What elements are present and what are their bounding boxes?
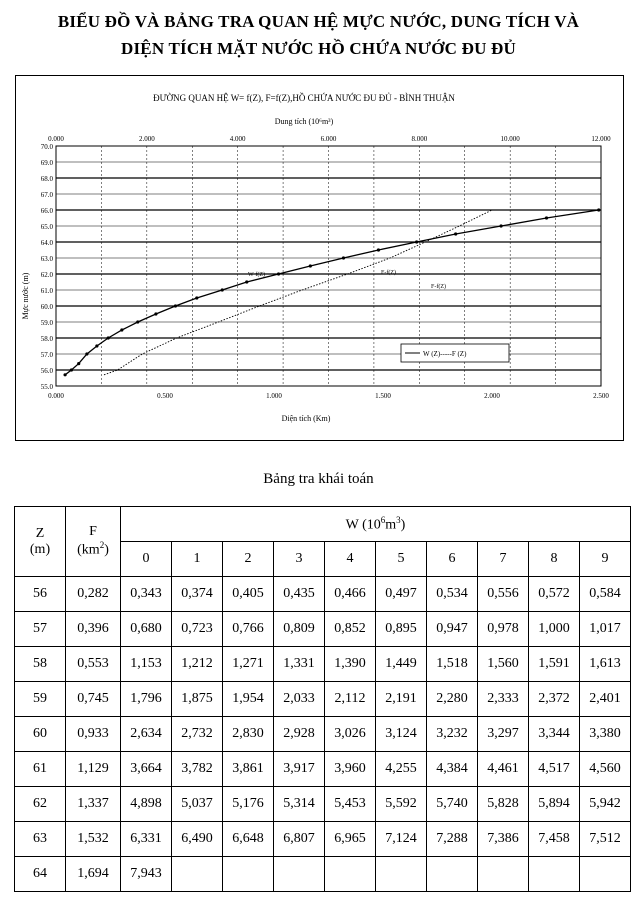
w-cell: 2,372 — [529, 682, 580, 717]
w-header-base: W (10 — [345, 517, 381, 533]
w-cell: 4,255 — [376, 752, 427, 787]
top-tick-label: 0.000 — [48, 135, 64, 143]
table-row — [15, 612, 631, 647]
bottom-tick-label: 1.500 — [375, 392, 391, 400]
w-cell: 1,560 — [478, 647, 529, 682]
w-cell: 3,026 — [325, 717, 376, 752]
bottom-tick-label: 0.000 — [48, 392, 64, 400]
w-cell: 7,943 — [121, 857, 172, 892]
series-point-w — [63, 373, 66, 376]
digit-header-2: 2 — [223, 542, 274, 577]
w-cell: 5,453 — [325, 787, 376, 822]
f-unit-end: ) — [104, 542, 109, 558]
table-row — [15, 682, 631, 717]
curve-label-f-2: F-f(Z) — [431, 284, 446, 290]
w-cell: 2,401 — [580, 682, 631, 717]
legend-text: W (Z)-----F (Z) — [423, 350, 467, 358]
w-cell: 3,782 — [172, 752, 223, 787]
digit-header-9: 9 — [580, 542, 631, 577]
w-cell: 4,898 — [121, 787, 172, 822]
w-cell: 2,830 — [223, 717, 274, 752]
y-tick-label: 69.0 — [40, 159, 53, 167]
w-cell: 3,297 — [478, 717, 529, 752]
f-unit — [66, 540, 120, 559]
digit-header-8: 8 — [529, 542, 580, 577]
w-cell: 6,331 — [121, 822, 172, 857]
w-cell: 2,112 — [325, 682, 376, 717]
z-header: Z — [35, 525, 45, 541]
chart-title: ĐƯỜNG QUAN HỆ W= f(Z), F=f(Z),HỒ CHỨA NƯỚC ĐU ĐỦ - BÌNH THUẬN — [153, 93, 455, 103]
series-point-w — [245, 280, 248, 283]
w-cell: 5,894 — [529, 787, 580, 822]
digit-header-0: 0 — [121, 542, 172, 577]
z-cell: 58 — [15, 647, 66, 682]
document-title-line-2: DIỆN TÍCH MẶT NƯỚC HỒ CHỨA NƯỚC ĐU ĐỦ — [121, 39, 516, 58]
w-cell: 2,732 — [172, 717, 223, 752]
w-cell: 0,584 — [580, 577, 631, 612]
z-cell: 61 — [15, 752, 66, 787]
w-cell: 0,466 — [325, 577, 376, 612]
table-row — [15, 577, 631, 612]
w-cell — [172, 857, 223, 892]
bottom-tick-label: 2.500 — [593, 392, 609, 400]
w-cell: 1,017 — [580, 612, 631, 647]
w-cell — [223, 857, 274, 892]
series-point-w — [309, 264, 312, 267]
w-header-sup2: 3 — [396, 514, 401, 525]
series-point-w — [415, 240, 418, 243]
series-point-w — [221, 288, 224, 291]
top-tick-label: 8.000 — [411, 135, 428, 143]
w-cell: 1,449 — [376, 647, 427, 682]
w-cell: 0,374 — [172, 577, 223, 612]
digit-header-6: 6 — [427, 542, 478, 577]
w-cell: 1,591 — [529, 647, 580, 682]
y-tick-label: 61.0 — [40, 287, 53, 295]
digit-header-7: 7 — [478, 542, 529, 577]
series-point-w — [277, 272, 280, 275]
w-cell: 3,380 — [580, 717, 631, 752]
w-cell: 0,895 — [376, 612, 427, 647]
table-row — [15, 822, 631, 857]
z-cell: 56 — [15, 577, 66, 612]
lookup-table-wrapper — [14, 506, 631, 892]
digit-header-1: 1 — [172, 542, 223, 577]
w-cell: 6,807 — [274, 822, 325, 857]
z-unit: (m) — [29, 541, 51, 557]
curve-label-f-1: F-f(Z) — [381, 270, 396, 276]
w-cell: 7,288 — [427, 822, 478, 857]
top-axis-label: Dung tích (10⁶m³) — [274, 117, 334, 126]
table-row — [15, 647, 631, 682]
digit-header-5: 5 — [376, 542, 427, 577]
f-cell: 0,745 — [66, 682, 121, 717]
w-cell: 4,384 — [427, 752, 478, 787]
series-point-w — [545, 216, 548, 219]
y-tick-label: 70.0 — [40, 143, 53, 151]
z-cell: 63 — [15, 822, 66, 857]
top-tick-label: 10.000 — [500, 135, 520, 143]
w-cell: 1,153 — [121, 647, 172, 682]
series-point-w — [77, 362, 80, 365]
y-tick-label: 58.0 — [40, 335, 53, 343]
table-caption: Bảng tra khái toán — [263, 471, 374, 487]
f-cell: 0,396 — [66, 612, 121, 647]
w-cell: 0,435 — [274, 577, 325, 612]
w-cell: 0,809 — [274, 612, 325, 647]
chart-svg — [16, 76, 623, 440]
w-cell: 0,534 — [427, 577, 478, 612]
series-point-w — [107, 336, 110, 339]
y-tick-label: 59.0 — [40, 319, 53, 327]
y-tick-label: 62.0 — [40, 271, 53, 279]
w-cell: 0,852 — [325, 612, 376, 647]
w-cell: 5,314 — [274, 787, 325, 822]
series-point-w — [174, 304, 177, 307]
w-cell: 1,796 — [121, 682, 172, 717]
table-row — [15, 717, 631, 752]
y-tick-label: 57.0 — [40, 351, 53, 359]
curve-label-w: W-f(Z) — [248, 272, 265, 278]
w-cell: 5,037 — [172, 787, 223, 822]
w-cell: 1,212 — [172, 647, 223, 682]
top-tick-label: 6.000 — [320, 135, 337, 143]
series-point-w — [154, 312, 157, 315]
w-cell: 5,740 — [427, 787, 478, 822]
w-cell: 0,572 — [529, 577, 580, 612]
w-header-cell — [121, 507, 631, 542]
bottom-axis-label: Diện tích (Km) — [281, 414, 331, 423]
z-cell: 60 — [15, 717, 66, 752]
w-cell — [274, 857, 325, 892]
w-cell — [529, 857, 580, 892]
bottom-tick-label: 0.500 — [157, 392, 173, 400]
top-tick-label: 2.000 — [138, 135, 155, 143]
w-cell — [376, 857, 427, 892]
table-body — [15, 577, 631, 892]
chart-grid — [56, 146, 601, 386]
w-cell: 5,828 — [478, 787, 529, 822]
w-cell: 0,680 — [121, 612, 172, 647]
w-cell: 7,512 — [580, 822, 631, 857]
w-cell: 6,965 — [325, 822, 376, 857]
f-cell: 0,553 — [66, 647, 121, 682]
series-point-w — [597, 208, 600, 211]
y-tick-label: 64.0 — [40, 239, 53, 247]
w-cell: 1,954 — [223, 682, 274, 717]
series-point-w — [377, 248, 380, 251]
digit-header-3: 3 — [274, 542, 325, 577]
w-cell — [325, 857, 376, 892]
w-cell: 0,405 — [223, 577, 274, 612]
w-header-end: ) — [400, 517, 406, 533]
y-axis-label: Mực nước (m) — [21, 272, 30, 320]
f-cell: 1,129 — [66, 752, 121, 787]
table-header-row — [15, 507, 631, 542]
w-cell: 2,333 — [478, 682, 529, 717]
series-line-w — [65, 210, 599, 375]
w-cell: 7,458 — [529, 822, 580, 857]
w-cell: 0,947 — [427, 612, 478, 647]
series-point-w — [85, 352, 88, 355]
w-cell: 1,518 — [427, 647, 478, 682]
w-cell: 0,343 — [121, 577, 172, 612]
z-cell: 62 — [15, 787, 66, 822]
y-tick-label: 68.0 — [40, 175, 53, 183]
f-cell: 0,282 — [66, 577, 121, 612]
w-cell: 3,861 — [223, 752, 274, 787]
w-cell: 2,033 — [274, 682, 325, 717]
y-tick-label: 65.0 — [40, 223, 53, 231]
chart-frame — [15, 75, 624, 441]
w-cell: 6,490 — [172, 822, 223, 857]
w-cell: 6,648 — [223, 822, 274, 857]
z-cell: 64 — [15, 857, 66, 892]
table-row — [15, 857, 631, 892]
w-cell: 3,232 — [427, 717, 478, 752]
w-cell — [427, 857, 478, 892]
w-cell: 1,331 — [274, 647, 325, 682]
f-unit-base: (km — [77, 542, 100, 558]
w-cell — [580, 857, 631, 892]
f-cell: 1,337 — [66, 787, 121, 822]
y-tick-label: 55.0 — [40, 383, 53, 391]
w-cell: 3,124 — [376, 717, 427, 752]
w-header-mid: m — [385, 517, 397, 533]
chart-series — [63, 208, 600, 376]
series-point-w — [136, 320, 139, 323]
series-point-w — [195, 296, 198, 299]
w-cell: 5,942 — [580, 787, 631, 822]
top-tick-label: 12.000 — [591, 135, 611, 143]
y-tick-label: 56.0 — [40, 367, 53, 375]
w-cell: 2,191 — [376, 682, 427, 717]
bottom-tick-label: 1.000 — [266, 392, 282, 400]
w-cell — [478, 857, 529, 892]
w-cell: 1,390 — [325, 647, 376, 682]
w-header-sup1: 6 — [380, 514, 386, 525]
w-cell: 0,723 — [172, 612, 223, 647]
w-cell: 3,917 — [274, 752, 325, 787]
w-cell: 1,875 — [172, 682, 223, 717]
series-point-w — [95, 344, 98, 347]
w-cell: 3,344 — [529, 717, 580, 752]
top-tick-label: 4.000 — [229, 135, 246, 143]
bottom-tick-label: 2.000 — [484, 392, 500, 400]
series-point-w — [342, 256, 345, 259]
table-row — [15, 752, 631, 787]
y-tick-label: 63.0 — [40, 255, 53, 263]
w-cell: 4,517 — [529, 752, 580, 787]
w-cell: 4,560 — [580, 752, 631, 787]
lookup-table — [14, 506, 631, 892]
document-title-line-1: BIỂU ĐỒ VÀ BẢNG TRA QUAN HỆ MỰC NƯỚC, DUNG TÍCH VÀ — [57, 12, 580, 31]
w-cell: 2,280 — [427, 682, 478, 717]
w-cell: 3,664 — [121, 752, 172, 787]
w-cell: 2,634 — [121, 717, 172, 752]
w-cell: 5,176 — [223, 787, 274, 822]
w-cell: 0,766 — [223, 612, 274, 647]
w-cell: 1,613 — [580, 647, 631, 682]
f-cell: 1,532 — [66, 822, 121, 857]
w-cell: 0,497 — [376, 577, 427, 612]
f-header: F — [89, 524, 97, 540]
w-cell: 2,928 — [274, 717, 325, 752]
w-cell: 1,000 — [529, 612, 580, 647]
w-cell: 1,271 — [223, 647, 274, 682]
f-cell: 0,933 — [66, 717, 121, 752]
series-point-w — [454, 232, 457, 235]
f-cell: 1,694 — [66, 857, 121, 892]
z-header-cell — [15, 507, 66, 577]
table-row — [15, 787, 631, 822]
f-unit-sup: 2 — [99, 540, 105, 551]
z-cell: 57 — [15, 612, 66, 647]
w-cell: 0,556 — [478, 577, 529, 612]
y-tick-label: 60.0 — [40, 303, 53, 311]
chart-ticks — [41, 135, 611, 400]
y-tick-label: 67.0 — [40, 191, 53, 199]
w-cell: 5,592 — [376, 787, 427, 822]
series-point-w — [499, 224, 502, 227]
w-cell: 0,978 — [478, 612, 529, 647]
w-cell: 7,386 — [478, 822, 529, 857]
w-cell: 3,960 — [325, 752, 376, 787]
w-cell: 7,124 — [376, 822, 427, 857]
digit-header-4: 4 — [325, 542, 376, 577]
z-cell: 59 — [15, 682, 66, 717]
w-cell: 4,461 — [478, 752, 529, 787]
y-tick-label: 66.0 — [40, 207, 53, 215]
f-header-cell — [66, 507, 121, 577]
series-point-w — [70, 368, 73, 371]
series-point-w — [120, 328, 123, 331]
